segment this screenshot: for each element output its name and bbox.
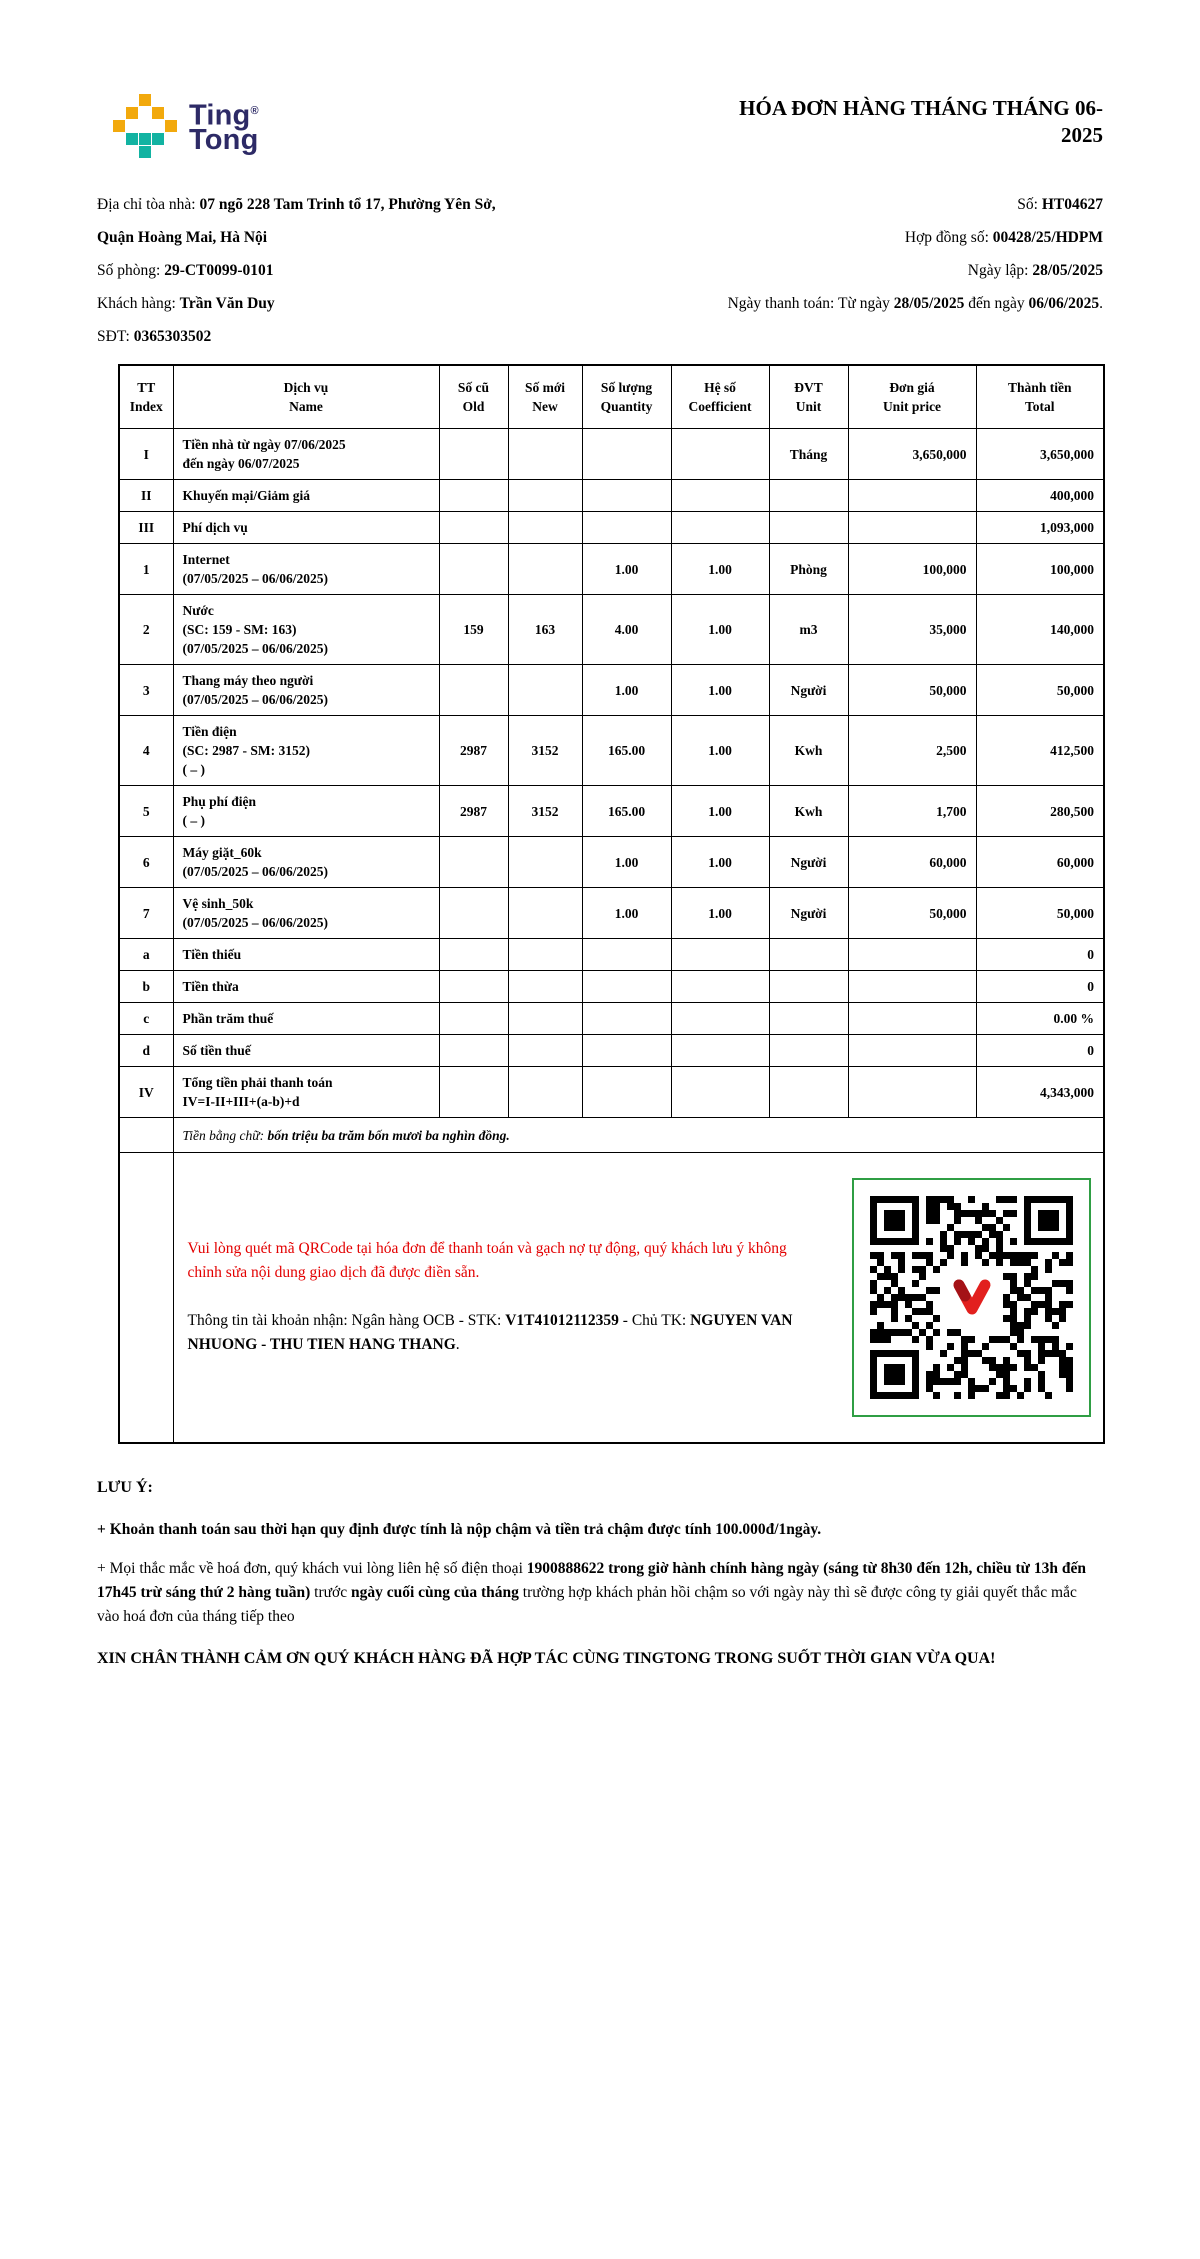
cell-old xyxy=(439,939,508,971)
cell-coefficient xyxy=(671,480,769,512)
v-logo-icon xyxy=(950,1277,994,1317)
cell-new: 163 xyxy=(508,595,582,665)
notes-heading: LƯU Ý: xyxy=(97,1478,153,1496)
cell-coefficient: 1.00 xyxy=(671,888,769,939)
cell-index: 5 xyxy=(119,786,173,837)
col-header-old: Số cũ Old xyxy=(439,365,508,429)
contract-number-line: Hợp đồng số: 00428/25/HDPM xyxy=(904,229,1103,246)
cell-index: 2 xyxy=(119,595,173,665)
cell-total: 0 xyxy=(976,971,1104,1003)
cell-old xyxy=(439,429,508,480)
qr-red-note: Vui lòng quét mã QRCode tại hóa đơn để thanh toán và gạch nợ tự động, quý khách lưu ý không chỉnh sửa nội dung giao dịch đã được điền sẵn. xyxy=(187,1240,787,1282)
cell-quantity xyxy=(582,1067,671,1118)
cell-old xyxy=(439,544,508,595)
invoice-number-line: Số: HT04627 xyxy=(1017,196,1103,213)
cell-unit xyxy=(769,1003,848,1035)
table-row xyxy=(119,1003,1104,1035)
cell-new xyxy=(508,837,582,888)
footer-notes xyxy=(97,1476,1103,1671)
cell-new: 3152 xyxy=(508,716,582,786)
col-header-index: TT Index xyxy=(119,365,173,429)
table-row xyxy=(119,665,1104,716)
cell-unit-price xyxy=(848,512,976,544)
cell-new xyxy=(508,480,582,512)
cell-unit xyxy=(769,939,848,971)
invoice-info xyxy=(97,188,1103,353)
cell-old: 2987 xyxy=(439,786,508,837)
cell-old xyxy=(439,480,508,512)
cell-index: 4 xyxy=(119,716,173,786)
cell-quantity xyxy=(582,429,671,480)
late-payment-note: + Khoản thanh toán sau thời hạn quy định được tính là nộp chậm và tiền trả chậm được tính 100.000đ/1ngày. xyxy=(97,1520,822,1538)
cell-quantity: 1.00 xyxy=(582,837,671,888)
cell-old: 159 xyxy=(439,595,508,665)
cell-coefficient xyxy=(671,971,769,1003)
qr-instructions xyxy=(184,1237,796,1357)
qr-center-logo xyxy=(945,1270,999,1324)
col-header-unit: ĐVT Unit xyxy=(769,365,848,429)
cell-new xyxy=(508,665,582,716)
cell-old xyxy=(439,665,508,716)
table-row xyxy=(119,786,1104,837)
cell-coefficient xyxy=(671,1035,769,1067)
cell-new: 3152 xyxy=(508,786,582,837)
table-row xyxy=(119,716,1104,786)
cell-unit-price xyxy=(848,939,976,971)
col-header-coefficient: Hệ số Coefficient xyxy=(671,365,769,429)
cell-coefficient: 1.00 xyxy=(671,786,769,837)
hotline-note: + Mọi thắc mắc về hoá đơn, quý khách vui lòng liên hệ số điện thoại 1900888622 trong giờ hành chính hàng ngày (sáng từ 8h30 đến 12h, chiều từ 13h đến 17h45 trừ sáng thứ 2 hàng tuần) trước ngày cuối cùng của tháng trường hợp khách phản hồi chậm so với ngày này thì sẽ được công ty giải quyết thắc mắc vào hoá đơn của tháng tiếp theo xyxy=(97,1559,1086,1625)
cell-total: 50,000 xyxy=(976,665,1104,716)
cell-service: Nước (SC: 159 - SM: 163) (07/05/2025 – 06/06/2025) xyxy=(173,595,439,665)
info-right-column xyxy=(630,188,1103,353)
cell-unit-price: 35,000 xyxy=(848,595,976,665)
invoice-table xyxy=(118,364,1105,1444)
cell-service: Tiền nhà từ ngày 07/06/2025 đến ngày 06/07/2025 xyxy=(173,429,439,480)
cell-unit-price: 60,000 xyxy=(848,837,976,888)
cell-new xyxy=(508,888,582,939)
invoice-table-footer xyxy=(119,1118,1104,1443)
cell-service: Phí dịch vụ xyxy=(173,512,439,544)
cell-quantity xyxy=(582,480,671,512)
registered-mark: ® xyxy=(250,104,259,117)
cell-unit: Người xyxy=(769,888,848,939)
cell-coefficient: 1.00 xyxy=(671,837,769,888)
cell-old xyxy=(439,512,508,544)
cell-index: c xyxy=(119,1003,173,1035)
table-row xyxy=(119,1067,1104,1118)
cell-index: I xyxy=(119,429,173,480)
table-row xyxy=(119,429,1104,480)
cell-coefficient xyxy=(671,1067,769,1118)
header xyxy=(97,92,1103,158)
cell-total: 400,000 xyxy=(976,480,1104,512)
cell-unit-price xyxy=(848,1003,976,1035)
cell-unit xyxy=(769,971,848,1003)
cell-quantity xyxy=(582,1035,671,1067)
cell-index: III xyxy=(119,512,173,544)
cell-unit xyxy=(769,1035,848,1067)
col-header-service: Dịch vụ Name xyxy=(173,365,439,429)
cell-quantity: 1.00 xyxy=(582,544,671,595)
cell-coefficient xyxy=(671,429,769,480)
cell-coefficient: 1.00 xyxy=(671,665,769,716)
cell-unit-price xyxy=(848,1067,976,1118)
cell-total: 3,650,000 xyxy=(976,429,1104,480)
room-number-line: Số phòng: 29-CT0099-0101 xyxy=(97,262,274,279)
cell-old xyxy=(439,1003,508,1035)
tingtong-logo-text: Ting® Tong xyxy=(189,99,259,157)
cell-unit-price: 3,650,000 xyxy=(848,429,976,480)
cell-service: Phụ phí điện ( – ) xyxy=(173,786,439,837)
cell-coefficient xyxy=(671,512,769,544)
cell-unit xyxy=(769,1067,848,1118)
cell-quantity: 165.00 xyxy=(582,716,671,786)
cell-coefficient: 1.00 xyxy=(671,595,769,665)
info-left-column xyxy=(97,188,630,353)
cell-old xyxy=(439,837,508,888)
building-address-line: Địa chỉ tòa nhà: 07 ngõ 228 Tam Trinh tổ 17, Phường Yên Sở, xyxy=(97,196,496,213)
cell-unit-price: 2,500 xyxy=(848,716,976,786)
cell-index: d xyxy=(119,1035,173,1067)
table-row xyxy=(119,512,1104,544)
table-row xyxy=(119,480,1104,512)
qr-section xyxy=(184,1178,1094,1417)
customer-phone-line: SĐT: 0365303502 xyxy=(97,328,212,345)
cell-index: 1 xyxy=(119,544,173,595)
cell-total: 0.00 % xyxy=(976,1003,1104,1035)
table-row xyxy=(119,888,1104,939)
amount-in-words: Tiền bằng chữ: bốn triệu ba trăm bốn mươi ba nghìn đồng. xyxy=(173,1118,1104,1153)
cell-coefficient xyxy=(671,939,769,971)
cell-coefficient: 1.00 xyxy=(671,544,769,595)
qr-code xyxy=(852,1178,1091,1417)
cell-unit-price: 50,000 xyxy=(848,665,976,716)
cell-total: 100,000 xyxy=(976,544,1104,595)
cell-unit: Kwh xyxy=(769,716,848,786)
cell-old xyxy=(439,1035,508,1067)
cell-total: 280,500 xyxy=(976,786,1104,837)
cell-unit: Người xyxy=(769,837,848,888)
cell-unit: Kwh xyxy=(769,786,848,837)
cell-quantity: 1.00 xyxy=(582,665,671,716)
cell-unit xyxy=(769,480,848,512)
cell-service: Tiền điện (SC: 2987 - SM: 3152) ( – ) xyxy=(173,716,439,786)
cell-new xyxy=(508,512,582,544)
cell-new xyxy=(508,939,582,971)
cell-unit: m3 xyxy=(769,595,848,665)
cell-quantity xyxy=(582,971,671,1003)
col-header-unit-price: Đơn giá Unit price xyxy=(848,365,976,429)
col-header-new: Số mới New xyxy=(508,365,582,429)
cell-service: Khuyến mại/Giảm giá xyxy=(173,480,439,512)
cell-quantity: 165.00 xyxy=(582,786,671,837)
cell-service: Tiền thừa xyxy=(173,971,439,1003)
cell-total: 0 xyxy=(976,939,1104,971)
tingtong-logo xyxy=(113,94,259,158)
cell-new xyxy=(508,971,582,1003)
cell-unit-price xyxy=(848,971,976,1003)
cell-index: 7 xyxy=(119,888,173,939)
cell-service: Máy giặt_60k (07/05/2025 – 06/06/2025) xyxy=(173,837,439,888)
cell-unit xyxy=(769,512,848,544)
cell-total: 4,343,000 xyxy=(976,1067,1104,1118)
cell-unit-price: 50,000 xyxy=(848,888,976,939)
cell-new xyxy=(508,1067,582,1118)
tingtong-logo-icon xyxy=(113,94,177,158)
cell-service: Tổng tiền phải thanh toán IV=I-II+III+(a-b)+d xyxy=(173,1067,439,1118)
cell-quantity xyxy=(582,512,671,544)
cell-index: IV xyxy=(119,1067,173,1118)
table-row xyxy=(119,837,1104,888)
cell-index: a xyxy=(119,939,173,971)
table-row xyxy=(119,939,1104,971)
cell-new xyxy=(508,429,582,480)
cell-coefficient: 1.00 xyxy=(671,716,769,786)
cell-quantity: 1.00 xyxy=(582,888,671,939)
cell-index: b xyxy=(119,971,173,1003)
cell-new xyxy=(508,1003,582,1035)
cell-total: 1,093,000 xyxy=(976,512,1104,544)
cell-new xyxy=(508,544,582,595)
cell-unit-price: 100,000 xyxy=(848,544,976,595)
cell-quantity xyxy=(582,939,671,971)
cell-old xyxy=(439,888,508,939)
cell-unit: Người xyxy=(769,665,848,716)
cell-total: 0 xyxy=(976,1035,1104,1067)
customer-name-line: Khách hàng: Trần Văn Duy xyxy=(97,295,275,312)
col-header-quantity: Số lượng Quantity xyxy=(582,365,671,429)
cell-total: 140,000 xyxy=(976,595,1104,665)
cell-old: 2987 xyxy=(439,716,508,786)
cell-total: 60,000 xyxy=(976,837,1104,888)
table-header xyxy=(119,365,1104,429)
cell-service: Tiền thiếu xyxy=(173,939,439,971)
issue-date-line: Ngày lập: 28/05/2025 xyxy=(967,262,1103,279)
amount-in-words-row xyxy=(119,1118,1104,1153)
cell-old xyxy=(439,1067,508,1118)
table-row xyxy=(119,544,1104,595)
cell-index: 6 xyxy=(119,837,173,888)
cell-unit: Tháng xyxy=(769,429,848,480)
cell-service: Số tiền thuế xyxy=(173,1035,439,1067)
cell-service: Internet (07/05/2025 – 06/06/2025) xyxy=(173,544,439,595)
invoice-title: HÓA ĐƠN HÀNG THÁNG THÁNG 06- 2025 xyxy=(739,96,1103,147)
building-address-line2: Quận Hoàng Mai, Hà Nội xyxy=(97,229,268,246)
cell-service: Thang máy theo người (07/05/2025 – 06/06/2025) xyxy=(173,665,439,716)
cell-new xyxy=(508,1035,582,1067)
cell-total: 50,000 xyxy=(976,888,1104,939)
payment-date-line: Ngày thanh toán: Từ ngày 28/05/2025 đến ngày 06/06/2025. xyxy=(727,295,1103,312)
cell-index: 3 xyxy=(119,665,173,716)
cell-total: 412,500 xyxy=(976,716,1104,786)
cell-quantity xyxy=(582,1003,671,1035)
table-row xyxy=(119,1035,1104,1067)
cell-unit: Phòng xyxy=(769,544,848,595)
cell-index: II xyxy=(119,480,173,512)
cell-quantity: 4.00 xyxy=(582,595,671,665)
table-row xyxy=(119,971,1104,1003)
cell-coefficient xyxy=(671,1003,769,1035)
cell-service: Vệ sinh_50k (07/05/2025 – 06/06/2025) xyxy=(173,888,439,939)
cell-unit-price: 1,700 xyxy=(848,786,976,837)
cell-unit-price xyxy=(848,1035,976,1067)
cell-service: Phần trăm thuế xyxy=(173,1003,439,1035)
qr-row xyxy=(119,1153,1104,1443)
bank-account-info: Thông tin tài khoản nhận: Ngân hàng OCB - STK: V1T41012112359 - Chủ TK: NGUYEN VAN NHUONG - THU TIEN HANG THANG. xyxy=(187,1312,793,1354)
cell-old xyxy=(439,971,508,1003)
table-row xyxy=(119,595,1104,665)
cell-unit-price xyxy=(848,480,976,512)
thank-you-message: XIN CHÂN THÀNH CẢM ƠN QUÝ KHÁCH HÀNG ĐÃ HỢP TÁC CÙNG TINGTONG TRONG SUỐT THỜI GIAN VỪA QUA! xyxy=(97,1649,996,1667)
invoice-table-body xyxy=(119,429,1104,1118)
col-header-total: Thành tiền Total xyxy=(976,365,1104,429)
